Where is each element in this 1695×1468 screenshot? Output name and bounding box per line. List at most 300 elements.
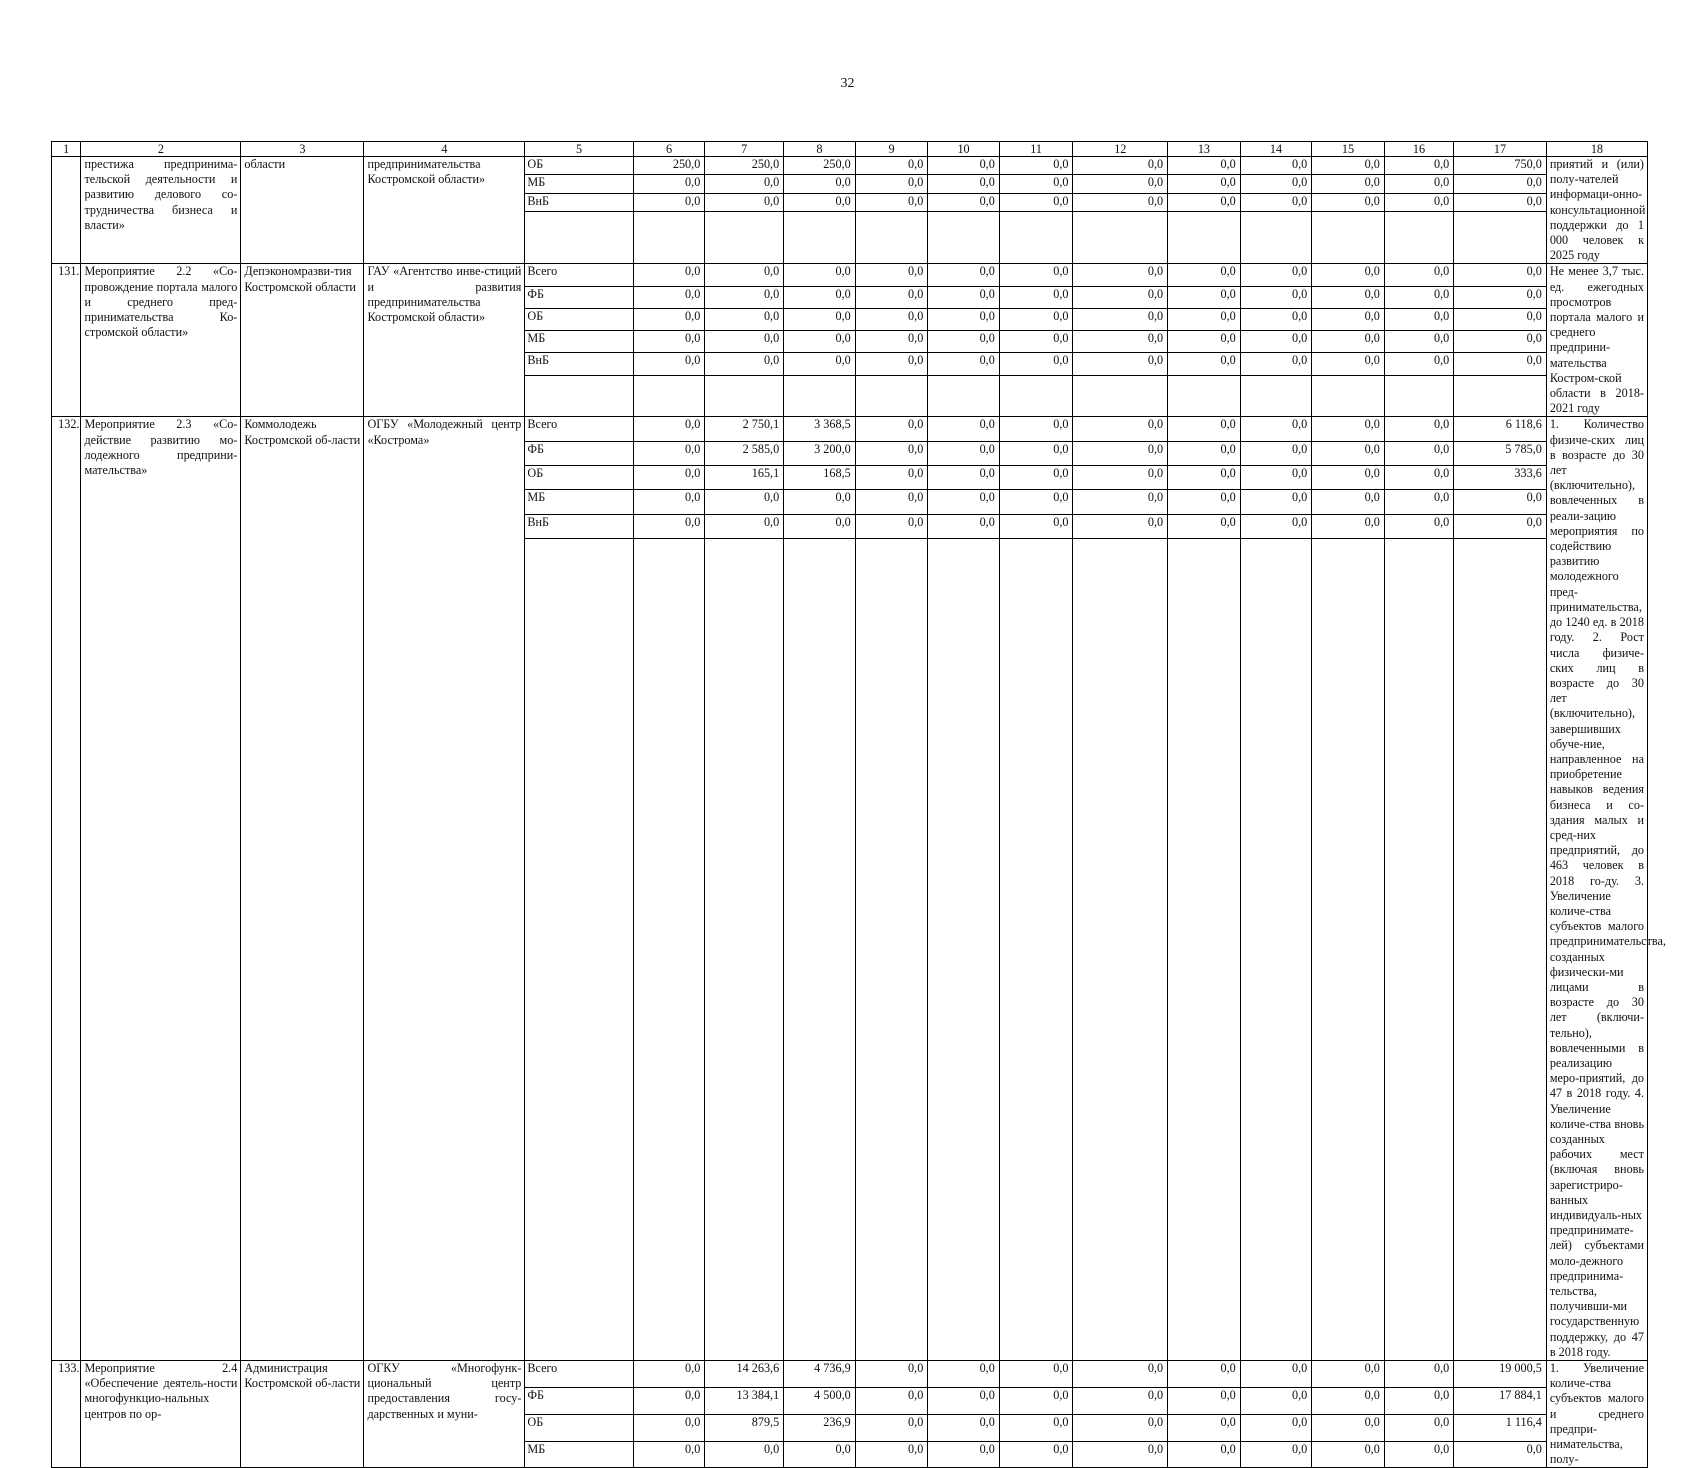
funding-value: 0,0 xyxy=(1312,175,1385,193)
budget-table-container xyxy=(51,141,1666,1468)
funding-value-blank xyxy=(705,212,784,264)
funding-value: 0,0 xyxy=(784,175,856,193)
funding-value-blank xyxy=(1454,539,1547,1361)
funding-value: 0,0 xyxy=(1240,331,1312,353)
funding-value: 0,0 xyxy=(1454,286,1547,308)
funding-value: 0,0 xyxy=(928,417,1000,441)
funding-value: 0,0 xyxy=(633,286,705,308)
funding-value: 0,0 xyxy=(928,264,1000,286)
funding-value: 0,0 xyxy=(633,353,705,375)
funding-value-blank xyxy=(705,375,784,417)
funding-value: 0,0 xyxy=(1384,308,1453,330)
funding-value: 0,0 xyxy=(999,353,1073,375)
funding-value: 0,0 xyxy=(1168,286,1241,308)
funding-value: 0,0 xyxy=(633,466,705,490)
funding-value-blank xyxy=(928,539,1000,1361)
funding-value-blank xyxy=(1073,212,1168,264)
funding-value: 0,0 xyxy=(928,441,1000,465)
funding-value-blank xyxy=(855,375,928,417)
funding-value: 0,0 xyxy=(1312,417,1385,441)
funding-value: 0,0 xyxy=(633,514,705,538)
funding-value-blank xyxy=(1312,375,1385,417)
funding-value: 0,0 xyxy=(855,466,928,490)
funding-source: ВнБ xyxy=(525,193,633,211)
funding-value: 0,0 xyxy=(633,1414,705,1441)
funding-value: 168,5 xyxy=(784,466,856,490)
funding-value: 0,0 xyxy=(784,193,856,211)
column-number: 8 xyxy=(784,142,856,157)
funding-value: 0,0 xyxy=(1073,308,1168,330)
funding-value: 0,0 xyxy=(1454,331,1547,353)
funding-value-blank xyxy=(999,375,1073,417)
funding-value: 0,0 xyxy=(855,286,928,308)
funding-value: 0,0 xyxy=(999,514,1073,538)
funding-value: 0,0 xyxy=(784,308,856,330)
column-number: 16 xyxy=(1384,142,1453,157)
funding-source: МБ xyxy=(525,1441,633,1468)
funding-value: 6 118,6 xyxy=(1454,417,1547,441)
column-number: 1 xyxy=(52,142,81,157)
funding-value: 0,0 xyxy=(1312,157,1385,175)
funding-value: 0,0 xyxy=(1168,331,1241,353)
funding-value: 0,0 xyxy=(1312,1361,1385,1388)
funding-value: 0,0 xyxy=(1240,514,1312,538)
funding-value: 0,0 xyxy=(1312,441,1385,465)
column-number: 14 xyxy=(1240,142,1312,157)
funding-value: 0,0 xyxy=(1073,1414,1168,1441)
funding-value: 0,0 xyxy=(633,1387,705,1414)
funding-value: 0,0 xyxy=(1073,353,1168,375)
funding-value: 0,0 xyxy=(999,417,1073,441)
funding-value: 0,0 xyxy=(1073,466,1168,490)
funding-value: 0,0 xyxy=(928,1387,1000,1414)
funding-source: Всего xyxy=(525,1361,633,1388)
funding-value: 250,0 xyxy=(705,157,784,175)
funding-value: 0,0 xyxy=(855,514,928,538)
funding-value: 0,0 xyxy=(999,157,1073,175)
funding-value: 0,0 xyxy=(855,264,928,286)
funding-value: 0,0 xyxy=(705,353,784,375)
column-number: 4 xyxy=(364,142,525,157)
funding-value: 165,1 xyxy=(705,466,784,490)
measure-name: Мероприятие 2.4 «Обеспечение деятель-ности многофункцио-нальных центров по ор- xyxy=(81,1361,241,1468)
funding-value: 0,0 xyxy=(1073,514,1168,538)
funding-value: 0,0 xyxy=(999,441,1073,465)
funding-value: 0,0 xyxy=(1312,466,1385,490)
funding-value: 0,0 xyxy=(784,353,856,375)
funding-value: 2 585,0 xyxy=(705,441,784,465)
funding-value: 0,0 xyxy=(1168,514,1241,538)
column-number: 7 xyxy=(705,142,784,157)
funding-value: 0,0 xyxy=(1384,466,1453,490)
funding-value: 0,0 xyxy=(1073,264,1168,286)
funding-value-blank xyxy=(633,539,705,1361)
funding-value: 0,0 xyxy=(1384,441,1453,465)
funding-value: 0,0 xyxy=(1073,1441,1168,1468)
funding-value: 0,0 xyxy=(999,175,1073,193)
funding-source: ОБ xyxy=(525,466,633,490)
funding-value: 0,0 xyxy=(855,353,928,375)
funding-value: 0,0 xyxy=(999,1441,1073,1468)
funding-value: 0,0 xyxy=(1312,490,1385,514)
funding-value-blank xyxy=(633,375,705,417)
funding-value: 0,0 xyxy=(1312,1441,1385,1468)
funding-value-blank xyxy=(705,539,784,1361)
measure-name: Мероприятие 2.2 «Со-провождение портала малого и среднего пред-принимательства Ко-стромской области» xyxy=(81,264,241,417)
funding-value: 0,0 xyxy=(855,441,928,465)
funding-value: 0,0 xyxy=(928,331,1000,353)
column-number: 2 xyxy=(81,142,241,157)
funding-value: 1 116,4 xyxy=(1454,1414,1547,1441)
funding-value: 0,0 xyxy=(1168,264,1241,286)
funding-source: Всего xyxy=(525,264,633,286)
funding-value: 0,0 xyxy=(1073,175,1168,193)
funding-source: МБ xyxy=(525,490,633,514)
funding-value: 0,0 xyxy=(784,1441,856,1468)
page-number: 32 xyxy=(840,76,855,91)
executor: Депэкономразви-тия Костромской области xyxy=(241,264,364,417)
row-index: 132. xyxy=(52,417,81,1361)
funding-value: 0,0 xyxy=(784,264,856,286)
target-indicator: 1. Количество физиче-ских лиц в возрасте до 30 лет (включительно), вовлеченных в реали-зацию мероприятия по содействию развитию молодежного пред-принимательства, до 1240 ед. в 2018 году. 2. Рост числа физиче-ских лиц в возрасте до 30 лет (включительно), завершивших обуче-ние, направленное на приобретение навыков ведения бизнеса и со-здания малых и сред-них предприятий, до 463 человек в 2018 го-ду. 3. Увеличение количе-ства субъектов малого предпринимательства, созданных физически-ми лицами в возрасте до 30 лет (включи-тельно), вовлеченными в реализацию меро-приятий, до 47 в 2018 году. 4. Увеличение количе-ства вновь созданных рабочих мест (включая вновь зарегистриро-ванных индивидуаль-ных предпринимате-лей) субъектами моло-дежного предпринима-тельства, получивши-ми государственную поддержку, до 47 в 2018 году. xyxy=(1546,417,1647,1361)
funding-source-blank xyxy=(525,375,633,417)
funding-value-blank xyxy=(999,212,1073,264)
funding-value: 0,0 xyxy=(1454,193,1547,211)
funding-value-blank xyxy=(1240,212,1312,264)
table-row xyxy=(52,264,1648,286)
funding-source: Всего xyxy=(525,417,633,441)
participant: предпринимательства Костромской области» xyxy=(364,157,525,264)
funding-value-blank xyxy=(1384,539,1453,1361)
funding-value-blank xyxy=(1073,539,1168,1361)
funding-value-blank xyxy=(1312,539,1385,1361)
funding-value: 0,0 xyxy=(855,490,928,514)
funding-value: 0,0 xyxy=(855,1361,928,1388)
funding-value: 0,0 xyxy=(1168,417,1241,441)
funding-value-blank xyxy=(928,375,1000,417)
funding-value: 3 200,0 xyxy=(784,441,856,465)
funding-value: 750,0 xyxy=(1454,157,1547,175)
funding-value: 13 384,1 xyxy=(705,1387,784,1414)
funding-value: 0,0 xyxy=(928,514,1000,538)
funding-value: 0,0 xyxy=(1240,286,1312,308)
funding-value: 0,0 xyxy=(1168,175,1241,193)
funding-value: 0,0 xyxy=(1168,1414,1241,1441)
row-index xyxy=(52,157,81,264)
funding-value: 0,0 xyxy=(633,175,705,193)
funding-value: 0,0 xyxy=(705,193,784,211)
funding-value: 0,0 xyxy=(855,157,928,175)
funding-value: 0,0 xyxy=(1384,1414,1453,1441)
funding-value: 0,0 xyxy=(705,331,784,353)
column-number: 13 xyxy=(1168,142,1241,157)
funding-value: 0,0 xyxy=(855,331,928,353)
funding-value-blank xyxy=(1454,375,1547,417)
funding-value: 0,0 xyxy=(1312,353,1385,375)
funding-value: 0,0 xyxy=(1384,1441,1453,1468)
funding-value: 0,0 xyxy=(1240,1387,1312,1414)
funding-value: 0,0 xyxy=(999,264,1073,286)
funding-value-blank xyxy=(855,539,928,1361)
funding-source: ВнБ xyxy=(525,514,633,538)
funding-value-blank xyxy=(784,212,856,264)
funding-source: ОБ xyxy=(525,157,633,175)
funding-value: 0,0 xyxy=(1240,308,1312,330)
funding-value: 0,0 xyxy=(633,193,705,211)
funding-value: 0,0 xyxy=(1384,331,1453,353)
funding-value: 0,0 xyxy=(705,490,784,514)
funding-value: 0,0 xyxy=(1073,193,1168,211)
funding-value: 0,0 xyxy=(1384,353,1453,375)
funding-source-blank xyxy=(525,212,633,264)
funding-value-blank xyxy=(1168,212,1241,264)
funding-value: 0,0 xyxy=(1168,441,1241,465)
funding-value: 0,0 xyxy=(1240,157,1312,175)
column-number: 12 xyxy=(1073,142,1168,157)
funding-value: 0,0 xyxy=(633,417,705,441)
column-number: 5 xyxy=(525,142,633,157)
funding-value: 0,0 xyxy=(1312,1387,1385,1414)
funding-value-blank xyxy=(1240,539,1312,1361)
funding-value: 0,0 xyxy=(1168,1441,1241,1468)
funding-source: ФБ xyxy=(525,1387,633,1414)
funding-value: 0,0 xyxy=(784,286,856,308)
funding-value: 0,0 xyxy=(1240,441,1312,465)
funding-value: 0,0 xyxy=(1168,1387,1241,1414)
funding-value-blank xyxy=(1073,375,1168,417)
column-number: 3 xyxy=(241,142,364,157)
funding-value: 250,0 xyxy=(784,157,856,175)
funding-value: 0,0 xyxy=(1384,1361,1453,1388)
funding-source: ФБ xyxy=(525,441,633,465)
funding-value: 0,0 xyxy=(1454,175,1547,193)
funding-value: 0,0 xyxy=(1073,157,1168,175)
funding-value: 0,0 xyxy=(1312,286,1385,308)
funding-value: 0,0 xyxy=(928,1441,1000,1468)
funding-value-blank xyxy=(784,539,856,1361)
funding-value: 0,0 xyxy=(928,175,1000,193)
funding-value: 17 884,1 xyxy=(1454,1387,1547,1414)
funding-value: 0,0 xyxy=(705,286,784,308)
participant: ОГБУ «Молодежный центр «Кострома» xyxy=(364,417,525,1361)
funding-value: 0,0 xyxy=(1312,308,1385,330)
budget-table xyxy=(51,141,1666,1468)
column-number: 17 xyxy=(1454,142,1547,157)
funding-value-blank xyxy=(928,212,1000,264)
funding-value: 0,0 xyxy=(633,1361,705,1388)
funding-value: 0,0 xyxy=(1312,514,1385,538)
funding-value: 0,0 xyxy=(1073,441,1168,465)
table-row xyxy=(52,157,1648,175)
funding-value: 0,0 xyxy=(1312,193,1385,211)
funding-value: 0,0 xyxy=(1168,466,1241,490)
funding-value: 0,0 xyxy=(1073,331,1168,353)
funding-value: 0,0 xyxy=(928,466,1000,490)
funding-value: 0,0 xyxy=(1454,490,1547,514)
funding-value: 0,0 xyxy=(1312,264,1385,286)
funding-value: 236,9 xyxy=(784,1414,856,1441)
funding-value: 4 500,0 xyxy=(784,1387,856,1414)
funding-source: МБ xyxy=(525,331,633,353)
table-row xyxy=(52,417,1648,441)
column-number: 6 xyxy=(633,142,705,157)
funding-source: ОБ xyxy=(525,1414,633,1441)
funding-value: 0,0 xyxy=(1073,417,1168,441)
funding-value-blank xyxy=(1168,539,1241,1361)
funding-value-blank xyxy=(1454,212,1547,264)
executor: Администрация Костромской об-ласти xyxy=(241,1361,364,1468)
funding-value: 0,0 xyxy=(1384,175,1453,193)
funding-value: 0,0 xyxy=(633,490,705,514)
funding-value: 0,0 xyxy=(999,286,1073,308)
funding-value: 0,0 xyxy=(1240,466,1312,490)
funding-value: 0,0 xyxy=(1168,308,1241,330)
funding-value: 0,0 xyxy=(1312,1414,1385,1441)
funding-value: 0,0 xyxy=(633,264,705,286)
funding-value: 0,0 xyxy=(855,1387,928,1414)
funding-value: 5 785,0 xyxy=(1454,441,1547,465)
funding-value: 0,0 xyxy=(784,490,856,514)
funding-value: 0,0 xyxy=(928,193,1000,211)
funding-value: 0,0 xyxy=(1240,490,1312,514)
funding-value: 0,0 xyxy=(1240,193,1312,211)
funding-value: 0,0 xyxy=(855,1441,928,1468)
table-body xyxy=(52,142,1666,1468)
funding-value: 0,0 xyxy=(928,1414,1000,1441)
funding-value: 0,0 xyxy=(928,286,1000,308)
column-number: 18 xyxy=(1546,142,1647,157)
funding-source: ОБ xyxy=(525,308,633,330)
column-number: 10 xyxy=(928,142,1000,157)
funding-value: 0,0 xyxy=(1384,514,1453,538)
funding-value: 0,0 xyxy=(1384,490,1453,514)
funding-value: 0,0 xyxy=(1240,1414,1312,1441)
funding-value: 0,0 xyxy=(1454,353,1547,375)
funding-value: 0,0 xyxy=(1168,490,1241,514)
funding-value-blank xyxy=(855,212,928,264)
funding-value-blank xyxy=(1384,212,1453,264)
funding-value: 0,0 xyxy=(999,331,1073,353)
funding-value: 0,0 xyxy=(633,441,705,465)
target-indicator: приятий и (или) полу-чателей информаци-онно-консультационной поддержки до 1 000 человек к 2025 году xyxy=(1546,157,1647,264)
funding-value: 0,0 xyxy=(1240,264,1312,286)
executor: Коммолодежь Костромской об-ласти xyxy=(241,417,364,1361)
funding-value: 0,0 xyxy=(1454,1441,1547,1468)
funding-value: 0,0 xyxy=(999,490,1073,514)
funding-value: 0,0 xyxy=(1454,264,1547,286)
funding-value: 0,0 xyxy=(999,466,1073,490)
funding-value: 0,0 xyxy=(999,1414,1073,1441)
funding-value: 0,0 xyxy=(1073,286,1168,308)
funding-value: 0,0 xyxy=(1240,1361,1312,1388)
funding-value: 0,0 xyxy=(1168,353,1241,375)
funding-value: 0,0 xyxy=(1168,157,1241,175)
funding-value: 0,0 xyxy=(1384,1387,1453,1414)
measure-name: престижа предпринима-тельской деятельности и развитию делового со-трудничества бизнеса и власти» xyxy=(81,157,241,264)
funding-value: 0,0 xyxy=(1384,157,1453,175)
funding-value: 0,0 xyxy=(1384,193,1453,211)
funding-value: 0,0 xyxy=(1168,1361,1241,1388)
funding-value: 19 000,5 xyxy=(1454,1361,1547,1388)
funding-value: 333,6 xyxy=(1454,466,1547,490)
funding-source: ФБ xyxy=(525,286,633,308)
funding-value: 0,0 xyxy=(1240,417,1312,441)
funding-value: 0,0 xyxy=(855,193,928,211)
funding-value: 0,0 xyxy=(1384,417,1453,441)
funding-value: 0,0 xyxy=(999,308,1073,330)
funding-value: 0,0 xyxy=(928,308,1000,330)
funding-value-blank xyxy=(1168,375,1241,417)
funding-value: 0,0 xyxy=(1454,308,1547,330)
funding-value: 0,0 xyxy=(633,1441,705,1468)
funding-value: 0,0 xyxy=(1454,514,1547,538)
column-number: 11 xyxy=(999,142,1073,157)
funding-source: МБ xyxy=(525,175,633,193)
funding-value: 0,0 xyxy=(1168,193,1241,211)
funding-source: ВнБ xyxy=(525,353,633,375)
funding-value: 0,0 xyxy=(855,308,928,330)
funding-value: 0,0 xyxy=(784,331,856,353)
funding-value: 0,0 xyxy=(999,193,1073,211)
funding-value: 0,0 xyxy=(855,1414,928,1441)
funding-value: 0,0 xyxy=(928,157,1000,175)
measure-name: Мероприятие 2.3 «Со-действие развитию мо-лодежного предприни-мательства» xyxy=(81,417,241,1361)
funding-value: 0,0 xyxy=(928,490,1000,514)
column-number-row xyxy=(52,142,1648,157)
funding-value: 250,0 xyxy=(633,157,705,175)
funding-source-blank xyxy=(525,539,633,1361)
executor: области xyxy=(241,157,364,264)
funding-value: 0,0 xyxy=(928,353,1000,375)
funding-value: 0,0 xyxy=(705,175,784,193)
target-indicator: Не менее 3,7 тыс. ед. ежегодных просмотров портала малого и среднего предприни-мательства Костром-ской области в 2018-2021 году xyxy=(1546,264,1647,417)
column-number: 9 xyxy=(855,142,928,157)
funding-value: 879,5 xyxy=(705,1414,784,1441)
funding-value: 0,0 xyxy=(1384,264,1453,286)
funding-value: 0,0 xyxy=(705,308,784,330)
funding-value: 2 750,1 xyxy=(705,417,784,441)
funding-value-blank xyxy=(1312,212,1385,264)
funding-value: 0,0 xyxy=(1240,175,1312,193)
funding-value: 0,0 xyxy=(1240,353,1312,375)
funding-value: 0,0 xyxy=(705,1441,784,1468)
funding-value: 14 263,6 xyxy=(705,1361,784,1388)
funding-value: 0,0 xyxy=(928,1361,1000,1388)
row-index: 131. xyxy=(52,264,81,417)
funding-value: 0,0 xyxy=(784,514,856,538)
funding-value: 0,0 xyxy=(1312,331,1385,353)
column-number: 15 xyxy=(1312,142,1385,157)
funding-value: 0,0 xyxy=(1073,1361,1168,1388)
row-index: 133. xyxy=(52,1361,81,1468)
funding-value: 0,0 xyxy=(633,331,705,353)
funding-value-blank xyxy=(633,212,705,264)
funding-value: 0,0 xyxy=(999,1361,1073,1388)
funding-value: 0,0 xyxy=(855,417,928,441)
table-row xyxy=(52,1361,1648,1388)
funding-value-blank xyxy=(1240,375,1312,417)
funding-value-blank xyxy=(784,375,856,417)
funding-value: 0,0 xyxy=(999,1387,1073,1414)
funding-value: 0,0 xyxy=(1073,490,1168,514)
funding-value: 0,0 xyxy=(633,308,705,330)
target-indicator: 1. Увеличение количе-ства субъектов малого и среднего предпри-нимательства, полу- xyxy=(1546,1361,1647,1468)
funding-value: 0,0 xyxy=(705,514,784,538)
funding-value: 0,0 xyxy=(1240,1441,1312,1468)
funding-value: 0,0 xyxy=(855,175,928,193)
funding-value: 3 368,5 xyxy=(784,417,856,441)
participant: ОГКУ «Многофунк-циональный центр предоставления госу-дарственных и муни- xyxy=(364,1361,525,1468)
